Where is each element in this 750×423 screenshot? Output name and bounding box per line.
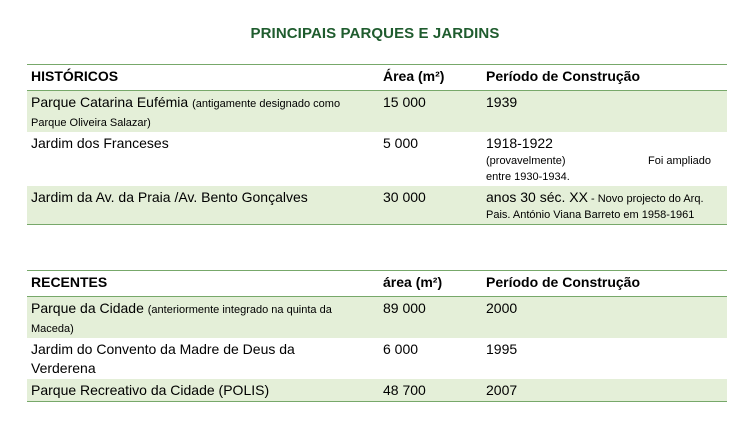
period-value: 1918-1922 <box>486 135 553 151</box>
period-note-line <box>486 153 723 169</box>
table-row <box>27 132 727 186</box>
park-name-cell: Parque Recreativo da Cidade (POLIS) <box>27 379 379 402</box>
area-cell: 15 000 <box>379 91 482 133</box>
header-area: área (m²) <box>379 271 482 297</box>
table-header-row <box>27 271 727 297</box>
park-name-cell: Jardim da Av. da Praia /Av. Bento Gonçalves <box>27 186 379 225</box>
historic-parks-table <box>27 64 727 225</box>
table-row <box>27 379 727 402</box>
period-note-a: - Novo projecto do Arq. <box>587 193 704 205</box>
header-period: Período de Construção <box>482 271 727 297</box>
table-row <box>27 186 727 225</box>
park-note-cont: Maceda) <box>31 323 74 335</box>
period-note-c: entre 1930-1934. <box>486 171 570 183</box>
park-name-cont: Verderena <box>31 360 96 376</box>
period-note-a: (provavelmente) <box>486 155 566 167</box>
park-note: (anteriormente integrado na quinta da <box>147 304 332 316</box>
period-cell <box>482 132 727 186</box>
park-name-cell: Jardim dos Franceses <box>31 135 169 151</box>
period-cell: 2007 <box>482 379 727 402</box>
header-category: RECENTES <box>27 271 379 297</box>
park-note-cont: Parque Oliveira Salazar) <box>31 117 151 129</box>
period-cell: 2000 <box>482 297 727 339</box>
area-cell: 89 000 <box>379 297 482 339</box>
park-name: Parque da Cidade <box>31 300 144 316</box>
period-cell <box>482 186 727 225</box>
park-name: Parque Catarina Eufémia <box>31 94 189 110</box>
table-header-row <box>27 65 727 91</box>
recent-parks-table <box>27 270 727 402</box>
header-category: HISTÓRICOS <box>27 65 379 91</box>
area-cell: 30 000 <box>379 186 482 225</box>
header-area: Área (m²) <box>379 65 482 91</box>
period-note-b: Foi ampliado <box>648 155 711 167</box>
table-row <box>27 91 727 133</box>
period-cell: 1995 <box>486 341 518 357</box>
park-note: (antigamente designado como <box>192 98 341 110</box>
page-title: PRINCIPAIS PARQUES E JARDINS <box>250 25 500 42</box>
area-cell: 6 000 <box>383 341 419 357</box>
table-row <box>27 297 727 339</box>
park-name-cell <box>27 338 379 379</box>
area-cell: 48 700 <box>379 379 482 402</box>
period-value-line <box>486 188 723 207</box>
park-name-cell <box>27 297 379 339</box>
period-cell: 1939 <box>482 91 727 133</box>
table-row <box>27 338 727 379</box>
park-name-cell <box>27 91 379 133</box>
period-note-b: Pais. António Viana Barreto em 1958-1961 <box>486 209 695 221</box>
header-period: Período de Construção <box>482 65 727 91</box>
area-cell: 5 000 <box>383 135 419 151</box>
park-name: Jardim do Convento da Madre de Deus da <box>31 341 295 357</box>
period-value: anos 30 séc. XX <box>486 189 588 205</box>
